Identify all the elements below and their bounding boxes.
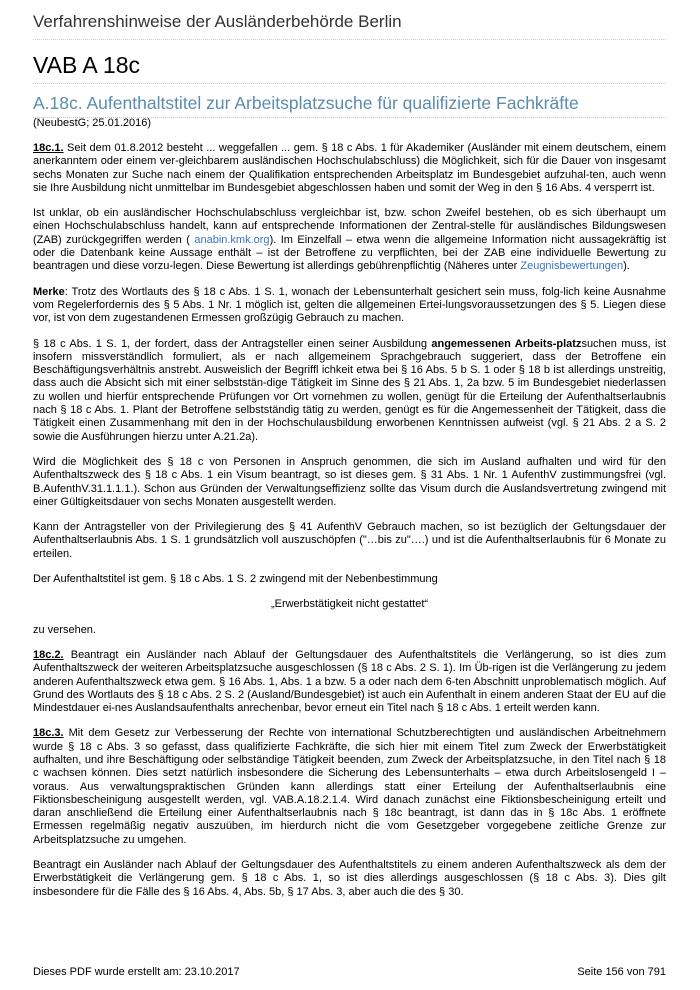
document-title: VAB A 18c — [33, 52, 666, 84]
paragraph-text: § 18 c Abs. 1 S. 1, der fordert, dass der Antragsteller einen seiner Ausbildung — [33, 337, 432, 350]
page-footer — [33, 966, 666, 978]
created-date: Dieses PDF wurde erstellt am: 23.10.2017 — [33, 966, 240, 978]
paragraph-merke — [33, 286, 666, 326]
paragraph-text: Seit dem 01.8.2012 besteht ... weggefallen ... gem. § 18 c Abs. 1 für Akademiker (Ausländer mit einem deutschem, einem anerkanntem oder einem ver-gleichbarem ausländischen Hochschulabschluss) die Möglichkeit, sich für die Dauer von insgesamt sechs Monaten zur Suche nach einem der Qualifikation entsprechenden Arbeitsplatz im Bundesgebiet aufzuhal-ten, auch wenn sie Ihre Ausbildung nicht unmittelbar im Bundesgebiet abgeschlossen haben und somit der Weg in den § 16 Abs. 4 versperrt ist. — [33, 142, 666, 194]
paragraph-18c2 — [33, 649, 666, 715]
paragraph-text: Mit dem Gesetz zur Verbesserung der Rechte von international Schutzberechtigten und ausländischen Arbeitnehmern wurde § 18 c Abs. 3 so gefasst, dass qualifizierte Fachkräfte, die sich hier mit einem Titel zum Zweck der Erwerbstätigkeit aufhalten, und ihre Beschäftigung oder selbständige Tätigkeit beenden, zum Zweck der Arbeitsplatzsuche, in den Titel nach § 18 c wachsen können. Dies setzt natürlich insbesondere die Sicherung des Lebensunterhalts – etwa durch Arbeitslosengeld I – voraus. Aus verwaltungspraktischen Gründen kann allerdings statt einer Erteilung der Aufenthaltserlaubnis eine Fiktionsbescheinigung ausgestellt werden, vgl. VAB.A.18.2.1.4. Wird danach zunächst eine Fiktionsbescheinigung erteilt und daran anschließend die Erteilung einer Aufenthaltserlaubnis nach § 18c beantragt, ist dann das in § 18c Abs. 1 eröffnete Ermessen regelmäßig negativ auszuüben, im hierdurch nicht die vom Gesetzgeber vorgegebene zeitliche Grenze zur Arbeitsplatzsuche zu umgehen. — [33, 727, 666, 846]
paragraph-text: ). — [623, 260, 630, 273]
merke-label: Merke — [33, 285, 65, 298]
paragraph-text: Beantragt ein Ausländer nach Ablauf der Geltungsdauer des Aufenthaltstitels die Verlängerung, so ist dies zum Aufenthaltszweck der weiteren Arbeitsplatzsuche ausgeschlossen (§ 18 c Abs. 2 S. 1). Im Üb-rigen ist die Verlängerung zu jedem anderen Aufenthaltszweck etwa gem. § 16 Abs. 1, Abs. 1 a bzw. 5 a oder nach dem 6-ten Abschnitt unproblematisch möglich. Auf Grund des Wortlauts des § 18 c Abs. 2 S. 2 (Ausland/Bundesgebiet) ist auch ein Aufenthalt in einem anderen Staat der EU auf die Mindestdauer ei-nes Auslandsaufenthalts anrechenbar, bevor erneut ein Titel nach § 18 c Abs. 1 erteilt werden kann. — [33, 648, 666, 715]
bold-term: angemessenen Arbeits-platz — [431, 337, 582, 350]
paragraph-text: ). Im Einzelfall – etwa wenn die allgemeine Information nicht aussagekräftig ist oder die Datenbank keine Aussage enthält – ist der Betroffene zu verpflichten, bei der ZAB eine individuelle Bewertung zu beantragen und diese vorzu-legen. Diese Bewertung ist allerdings gebührenpflichtig (Näheres unter — [33, 233, 667, 273]
paragraph-text: suchen muss, ist insofern missverständlich formuliert, als er nach allgemeinem Sprachgebrauch suggeriert, dass der Betroffene ein Beschäftigungsverhältnis anstrebt. Ausweislich der Begriffl ichkeit etwa bei § 16 Abs. 5 b S. 1 oder § 18 b ist allerdings unstreitig, dass auch die Absicht sich mit einer selbststän-dige Tätigkeit im Sinne des § 21 Abs. 1, 2a bzw. 5 im Bundesgebiet niederlassen zu wollen und hierfür entsprechende Prüfungen vor Ort vornehmen zu wollen, genügt für die Erteilung der Aufenthaltserlaubnis nach § 18 c Abs. 1. Plant der Betroffene selbstständig tätig zu werden, genügt es für die Angemessenheit der Tätigkeit, dass die Tätigkeit einen Zusammenhang mit den in der Hochschulausbildung erworbenen Kenntnissen aufweist (vgl. § 21 Abs. 2 a S. 2 sowie die Ausführungen hierzu unter A.21.2a). — [33, 337, 667, 443]
paragraph-number: 18c.2. — [33, 648, 64, 661]
site-header: Verfahrenshinweise der Ausländerbehörde Berlin — [33, 12, 666, 40]
paragraph-18c3 — [33, 727, 666, 847]
anabin-link[interactable]: anabin.kmk.org — [189, 233, 270, 246]
paragraph-number: 18c.3. — [33, 727, 64, 740]
paragraph-text: Ist unklar, ob ein ausländischer Hochschulabschluss vergleichbar ist, bzw. schon Zweifel bestehen, ob es sich überhaupt um einen Hochschulabschluss handelt, kann auf entsprechende Informationen der Zentral-stelle für ausländisches Bildungswesen (ZAB) zurückgegriffen werden ( — [33, 207, 666, 246]
paragraph-nebenbestimmung: Der Aufenthaltstitel ist gem. § 18 c Abs. 1 S. 2 zwingend mit der Nebenbestimmung — [33, 573, 438, 586]
paragraph-versehen: zu versehen. — [33, 623, 96, 636]
paragraph-text: : Trotz des Wortlauts des § 18 c Abs. 1 S. 1, wonach der Lebensunterhalt gesichert sein muss, folg-lich keine Ausnahme vom Regelerfordernis des § 5 Abs. 1 Nr. 1 möglich ist, gelten die allgemeinen Ertei-lungsvoraussetzungen des § 5. Liegen diese vor, ist von dem zugestandenen Ermessen großzügig Gebrauch zu machen. — [33, 285, 666, 325]
section-title: A.18c. Aufenthaltstitel zur Arbeitsplatzsuche für qualifizierte Fachkräfte — [33, 93, 666, 118]
paragraph-number: 18c.1. — [33, 142, 64, 154]
document-body — [33, 142, 666, 911]
paragraph-visum: Wird die Möglichkeit des § 18 c von Personen in Anspruch genommen, die sich im Ausland aufhalten und wird für den Aufenthaltszweck des § 18 c Abs. 1 ein Visum beantragt, so ist dieses gem. § 31 Abs. 1 Nr. 1 AufenthV zustimmungsfrei (vgl. B.AufenthV.31.1.1.1.). Schon aus Gründen der Verwaltungseffizienz sollte das Visum durch die Auslandsvertretung zwingend mit einer Gültigkeitsdauer von sechs Monaten ausgestellt werden. — [33, 455, 666, 508]
zeugnisbewertungen-link[interactable]: Zeugnisbewertungen — [520, 260, 624, 273]
page-number: Seite 156 von 791 — [577, 966, 666, 978]
paragraph-verlaengerung: Beantragt ein Ausländer nach Ablauf der Geltungsdauer des Aufenthaltstitels zu einem anderen Aufenthaltszweck als dem der Erwerbstätigkeit die Verlängerung gem. § 18 c Abs. 1, so ist dies allerdings ausgeschlossen (§ 18 c Abs. 3). Dies gilt insbesondere für die Fälle des § 16 Abs. 4, Abs. 5b, § 17 Abs. 3, aber auch die des § 30. — [33, 859, 666, 898]
paragraph-privilegierung: Kann der Antragsteller von der Privilegierung des § 41 AufenthV Gebrauch machen, so ist bezüglich der Geltungsdauer der Aufenthaltserlaubnis Abs. 1 S. 1 grundsätzlich voll auszuschöpfen ("…bis zu"….) und ist die Aufenthaltserlaubnis für 6 Monate zu erteilen. — [33, 521, 666, 560]
nebenbestimmung-quote: „Erwerbstätigkeit nicht gestattet“ — [270, 598, 429, 611]
paragraph-18c1 — [33, 142, 666, 195]
paragraph-arbeitsplatz — [33, 338, 666, 444]
paragraph-zab — [33, 207, 666, 273]
document-meta: (NeubestG; 25.01.2016) — [33, 117, 152, 129]
